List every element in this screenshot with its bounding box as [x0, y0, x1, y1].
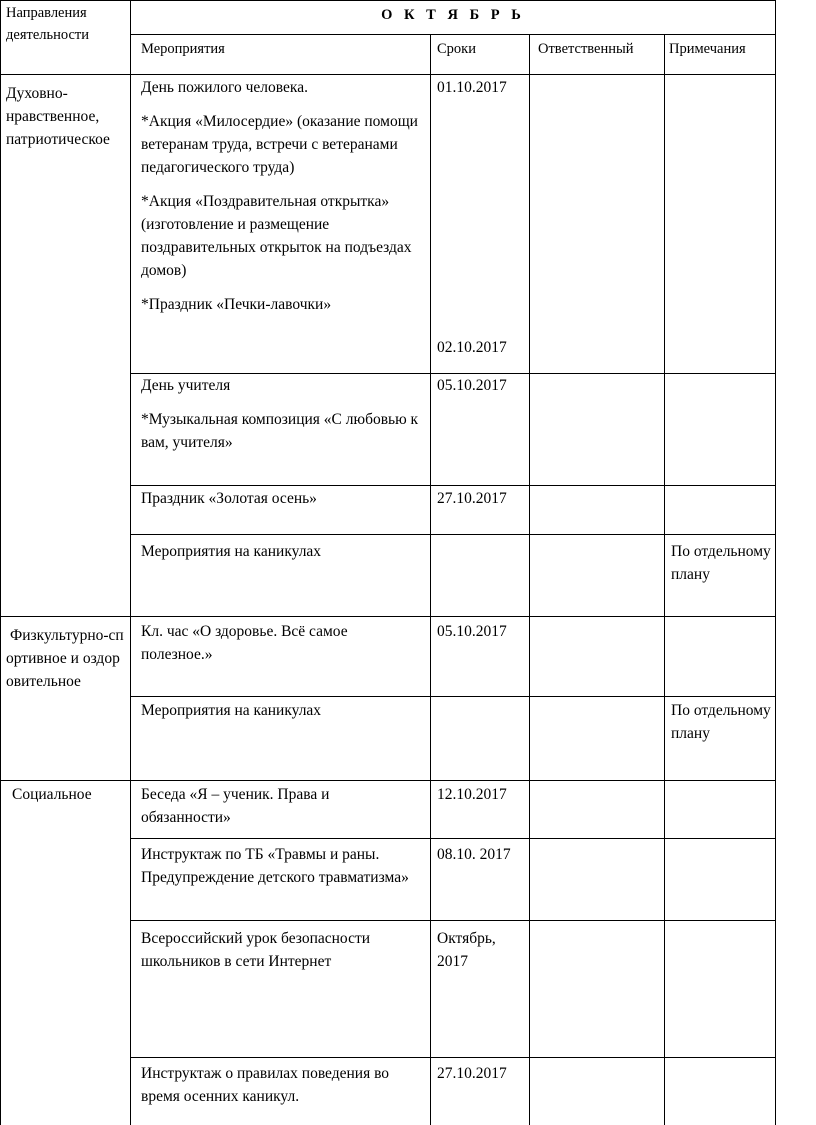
header-directions: Направления деятельности [6, 5, 90, 43]
header-notes: Примечания [669, 41, 746, 57]
row-divider [130, 1057, 776, 1058]
row-divider [130, 534, 776, 535]
table-border [0, 0, 776, 1]
event-date: 05.10.2017 [437, 623, 507, 640]
table-row [141, 699, 421, 722]
table-border [775, 0, 776, 1125]
section-direction: Социальное [12, 786, 92, 803]
event-date: 27.10.2017 [437, 490, 507, 507]
event-text: Мероприятия на каникулах [141, 702, 322, 719]
table-row [141, 783, 391, 829]
column-divider [664, 34, 665, 1125]
event-text: Праздник «Золотая осень» [141, 490, 317, 507]
event-date: 02.10.2017 [437, 339, 507, 356]
event-text: Мероприятия на каникулах [141, 543, 322, 560]
event-date: Октябрь, 2017 [437, 930, 496, 970]
header-responsible: Ответственный [538, 41, 634, 57]
row-divider [130, 485, 776, 486]
event-text: *Праздник «Печки-лавочки» [141, 296, 332, 313]
event-text: *Акция «Поздравительная открытка» (изготовление и размещение поздравительных открыток на подъездах домов) [141, 193, 412, 279]
event-text: *Музыкальная композиция «С любовью к вам, учителя» [141, 411, 419, 451]
event-note: По отдельному плану [671, 543, 771, 583]
row-divider [130, 34, 776, 35]
event-text: *Акция «Милосердие» (оказание помощи ветеранам труда, встречи с ветеранами педагогического труда) [141, 113, 418, 176]
event-text: День пожилого человека. [141, 79, 308, 96]
row-divider [130, 838, 776, 839]
event-date: 12.10.2017 [437, 786, 507, 803]
header-month: О К Т Я Б Р Ь [381, 7, 525, 23]
table-row [141, 1062, 426, 1108]
table-row [141, 76, 426, 316]
event-text: Инструктаж по ТБ «Травмы и раны. Предупреждение детского травматизма» [141, 846, 409, 886]
column-divider [529, 34, 530, 1125]
event-text: Инструктаж о правилах поведения во время осенних каникул. [141, 1065, 390, 1105]
table-border [0, 0, 1, 1125]
row-divider [130, 696, 776, 697]
table-row [141, 487, 421, 510]
column-divider [130, 0, 131, 1125]
event-text: Беседа «Я – ученик. Права и обязанности» [141, 786, 330, 826]
event-date: 08.10. 2017 [437, 846, 511, 863]
event-text: Всероссийский урок безопасности школьников в сети Интернет [141, 930, 371, 970]
event-text: Кл. час «О здоровье. Всё самое полезное.» [141, 623, 348, 663]
table-row [141, 374, 421, 454]
event-date: 01.10.2017 [437, 79, 507, 96]
section-direction: Физкультурно-спортивное и оздоровительное [6, 627, 124, 690]
row-divider [130, 920, 776, 921]
table-row [141, 620, 406, 666]
row-divider [0, 780, 776, 781]
table-row [141, 843, 421, 889]
section-direction: Духовно-нравственное, патриотическое [6, 85, 110, 148]
event-date: 27.10.2017 [437, 1065, 507, 1082]
table-row [141, 540, 421, 563]
column-divider [430, 34, 431, 1125]
row-divider [0, 616, 776, 617]
header-events: Мероприятия [141, 41, 225, 57]
event-date: 05.10.2017 [437, 377, 507, 394]
row-divider [0, 74, 776, 75]
table-row [141, 927, 406, 973]
event-note: По отдельному плану [671, 702, 771, 742]
header-dates: Сроки [437, 41, 476, 57]
event-text: День учителя [141, 377, 231, 394]
